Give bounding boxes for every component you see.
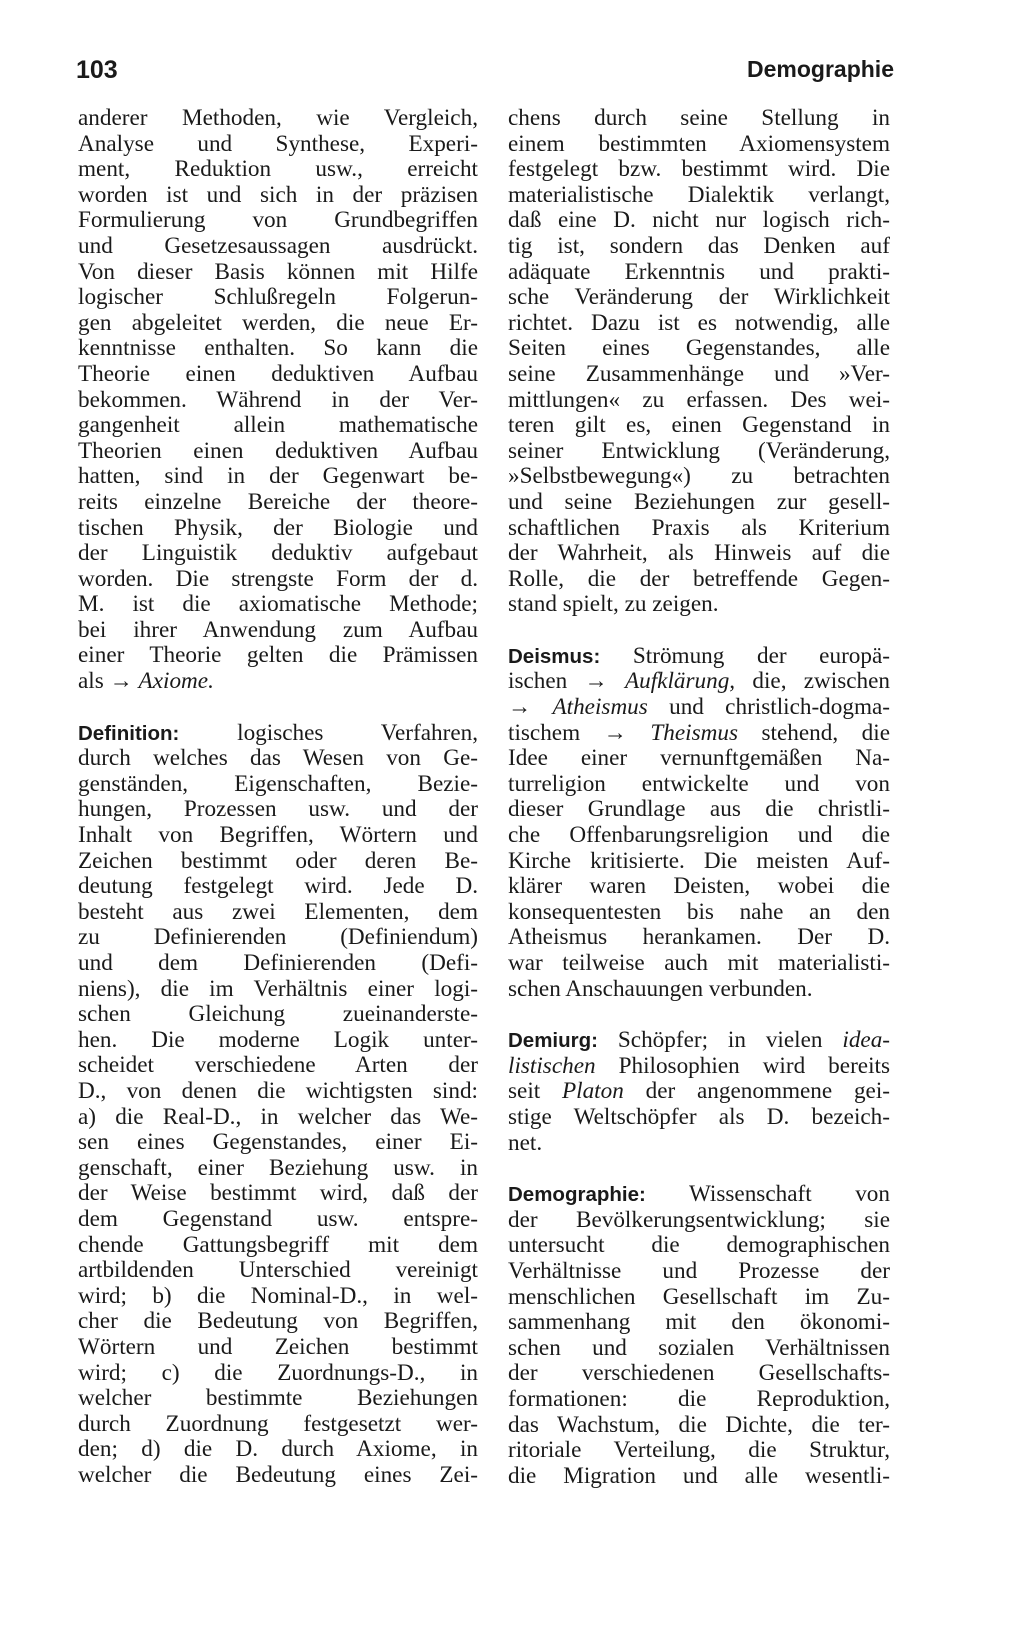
running-head: Demographie [747,56,894,82]
text-line: reits einzelne Bereiche der theore- [78,488,478,515]
text-line: Von dieser Basis können mit Hilfe [78,258,478,285]
text-line: »Selbstbewegung«) zu betrachten [508,463,890,490]
text-line: worden ist und sich in der präzisen [78,181,478,208]
text-line [508,1182,890,1208]
text-line: Seiten eines Gegenstandes, alle [508,335,890,362]
text-line-with-reference [78,669,478,695]
text-line: der Bevölkerungsentwicklung; sie [508,1206,890,1233]
emphasis-text: Platon [561,1078,624,1105]
text-line: zu Definierenden (Definiendum) [78,924,478,951]
left-column [78,106,478,1488]
text-line [508,721,890,747]
text-line: Inhalt von Begriffen, Wörtern und [78,822,478,849]
text-line: klärer waren Deisten, wobei die [508,873,890,900]
text-line: niens), die im Verhältnis einer logi- [78,975,478,1002]
text-line [508,644,890,670]
text-fragment: Philosophien wird bereits [618,1052,890,1079]
text-line: chende Gattungsbegriff mit dem [78,1231,478,1258]
text-line: mittlungen« zu erfassen. Des wei- [508,386,890,413]
text-line: schen und sozialen Verhältnissen [508,1334,890,1361]
text-line: tischen Physik, der Biologie und [78,514,478,541]
text-line: Wörtern und Zeichen bestimmt [78,1333,478,1360]
text-line: und seine Beziehungen zur gesell- [508,488,890,515]
arrow-icon: → [603,719,627,746]
text-line: sen eines Gegenstandes, einer Ei- [78,1129,478,1156]
text-fragment: die, zwischen [752,668,891,695]
text-line: stand spielt, zu zeigen. [508,591,719,618]
text-line: welcher bestimmte Beziehungen [78,1385,478,1412]
entry-term: Demographie: [508,1183,646,1207]
entry-term: Demiurg: [508,1029,598,1053]
text-fragment: Wissenschaft von [688,1181,890,1208]
text-fragment: Schöpfer; in vielen [617,1027,823,1054]
text-line: teren gilt es, einen Gegenstand in [508,412,890,439]
cross-reference: Aufklärung, [624,668,736,695]
text-line: ment, Reduktion usw., erreicht [78,156,478,183]
text-line: Rolle, die der betreffende Gegen- [508,565,890,592]
text-line: bei ihrer Anwendung zum Aufbau [78,616,478,643]
arrow-icon: → [508,694,532,721]
arrow-icon: → [584,668,608,695]
text-line: hatten, sind in der Gegenwart be- [78,463,478,490]
text-line: wird; b) die Nominal-D., in wel- [78,1282,478,1309]
text-line: tig ist, sondern das Denken auf [508,232,890,259]
text-line: wird; c) die Zuordnungs-D., in [78,1359,478,1386]
text-fragment: ischen [508,668,568,695]
text-line: hungen, Prozessen usw. und der [78,796,478,823]
entry-continuation [508,106,890,618]
text-line: worden. Die strengste Form der d. [78,565,478,592]
entry-definition [78,721,478,1489]
text-fragment: Strömung der europä- [632,642,890,669]
text-line: genständen, Eigenschaften, Bezie- [78,770,478,797]
entry-term: Definition: [78,721,180,745]
text-line: dieser Grundlage aus die christli- [508,796,890,823]
entry-demiurg [508,1028,890,1156]
text-line: artbildenden Unterschied vereinigt [78,1257,478,1284]
text-line: dem Gegenstand usw. entspre- [78,1205,478,1232]
text-line: Atheismus herankamen. Der D. [508,924,890,951]
text-line: che Offenbarungsreligion und die [508,822,890,849]
text-fragment: als [78,668,104,695]
text-line: schen Anschauungen verbunden. [508,975,813,1002]
page-number: 103 [76,56,118,84]
text-line: Formulierung von Grundbegriffen [78,207,478,234]
text-line: hen. Die moderne Logik unter- [78,1026,478,1053]
text-fragment: tischem [508,719,581,746]
text-line: sammenhang mit den ökonomi- [508,1309,890,1336]
text-line: seiner Entwicklung (Veränderung, [508,437,890,464]
text-line: Kirche kritisierte. Die meisten Auf- [508,847,890,874]
text-line: anderer Methoden, wie Vergleich, [78,105,478,131]
cross-reference: Atheismus [552,694,648,721]
text-fragment: und christlich-dogma- [669,694,891,721]
text-line: seine Zusammenhänge und »Ver- [508,360,890,387]
text-line [78,721,478,747]
text-line: Theorie einen deduktiven Aufbau [78,360,478,387]
text-line [508,1054,890,1080]
text-line: deutung festgelegt wird. Jede D. [78,873,478,900]
text-line [508,1079,890,1105]
text-line: turreligion entwickelte und von [508,770,890,797]
text-line: cher die Bedeutung von Begriffen, [78,1308,478,1335]
text-line [508,1028,890,1054]
text-line: ritoriale Verteilung, die Struktur, [508,1437,890,1464]
entry-continuation [78,106,478,695]
text-line: scheidet verschiedene Arten der [78,1052,478,1079]
text-line: besteht aus zwei Elementen, dem [78,898,478,925]
text-line: der Wahrheit, als Hinweis auf die [508,540,890,567]
text-line: chens durch seine Stellung in [508,105,890,131]
text-line: Verhältnisse und Prozesse der [508,1257,890,1284]
text-line: der verschiedenen Gesellschafts- [508,1360,890,1387]
text-line: war teilweise auch mit materialisti- [508,950,890,976]
text-line: richtet. Dazu ist es notwendig, alle [508,309,890,336]
text-fragment: stehend, die [761,719,891,746]
text-line: Theorien einen deduktiven Aufbau [78,437,478,464]
text-line [508,695,890,721]
text-line: kenntnisse enthalten. So kann die [78,335,478,362]
text-line: adäquate Erkenntnis und prakti- [508,258,890,285]
emphasis-text: idea- [842,1027,891,1054]
text-line: konsequentesten bis nahe an den [508,898,890,925]
text-line: durch welches das Wesen von Ge- [78,745,478,772]
text-line: der Linguistik deduktiv aufgebaut [78,540,478,567]
text-line: untersucht die demographischen [508,1232,890,1259]
text-line: net. [508,1129,543,1156]
right-column [508,106,890,1489]
text-line: Analyse und Synthese, Experi- [78,130,478,157]
text-fragment: der angenommene gei- [645,1078,891,1105]
text-line: a) die Real-D., in welcher das We- [78,1103,478,1130]
text-line: menschlichen Gesellschaft im Zu- [508,1283,890,1310]
text-line: formationen: die Reproduktion, [508,1385,890,1412]
text-line: einem bestimmten Axiomensystem [508,130,890,157]
text-line: D., von denen die wichtigsten sind: [78,1077,478,1104]
text-line: die Migration und alle wesentli- [508,1462,890,1489]
text-line: gangenheit allein mathematische [78,412,478,439]
text-line: stige Weltschöpfer als D. bezeich- [508,1103,890,1130]
text-line: gen abgeleitet werden, die neue Er- [78,309,478,336]
text-line: den; d) die D. durch Axiome, in [78,1436,478,1463]
cross-reference: Axiome. [138,668,214,695]
text-line: materialistische Dialektik verlangt, [508,181,890,208]
text-line: bekommen. Während in der Ver- [78,386,478,413]
text-line: und dem Definierenden (Defi- [78,950,478,976]
text-line: schaftlichen Praxis als Kriterium [508,514,890,541]
text-line: Zeichen bestimmt oder deren Be- [78,847,478,874]
text-line: einer Theorie gelten die Prämissen [78,642,478,669]
text-line: durch Zuordnung festgesetzt wer- [78,1410,478,1437]
text-line: Idee einer vernunftgemäßen Na- [508,745,890,772]
text-line: daß eine D. nicht nur logisch rich- [508,207,890,234]
entry-demographie [508,1182,890,1489]
emphasis-text: listischen [508,1052,596,1079]
text-line: sche Veränderung der Wirklichkeit [508,284,890,311]
text-line: festgelegt bzw. bestimmt wird. Die [508,156,890,183]
text-line: welcher die Bedeutung eines Zei- [78,1461,478,1488]
text-fragment: logisches Verfahren, [237,719,479,746]
text-line: logischer Schlußregeln Folgerun- [78,284,478,311]
cross-reference: Theismus [650,719,738,746]
text-line: genschaft, einer Beziehung usw. in [78,1154,478,1181]
text-line: und Gesetzesaussagen ausdrückt. [78,232,478,259]
text-line: M. ist die axiomatische Methode; [78,591,478,618]
text-fragment: seit [508,1078,541,1105]
entry-deismus [508,644,890,1002]
arrow-icon: → [109,668,133,695]
text-line: der Weise bestimmt wird, daß der [78,1180,478,1207]
entry-term: Deismus: [508,644,601,668]
text-line [508,669,890,695]
text-line: schen Gleichung zueinanderste- [78,1001,478,1028]
text-line: das Wachstum, die Dichte, die ter- [508,1411,890,1438]
